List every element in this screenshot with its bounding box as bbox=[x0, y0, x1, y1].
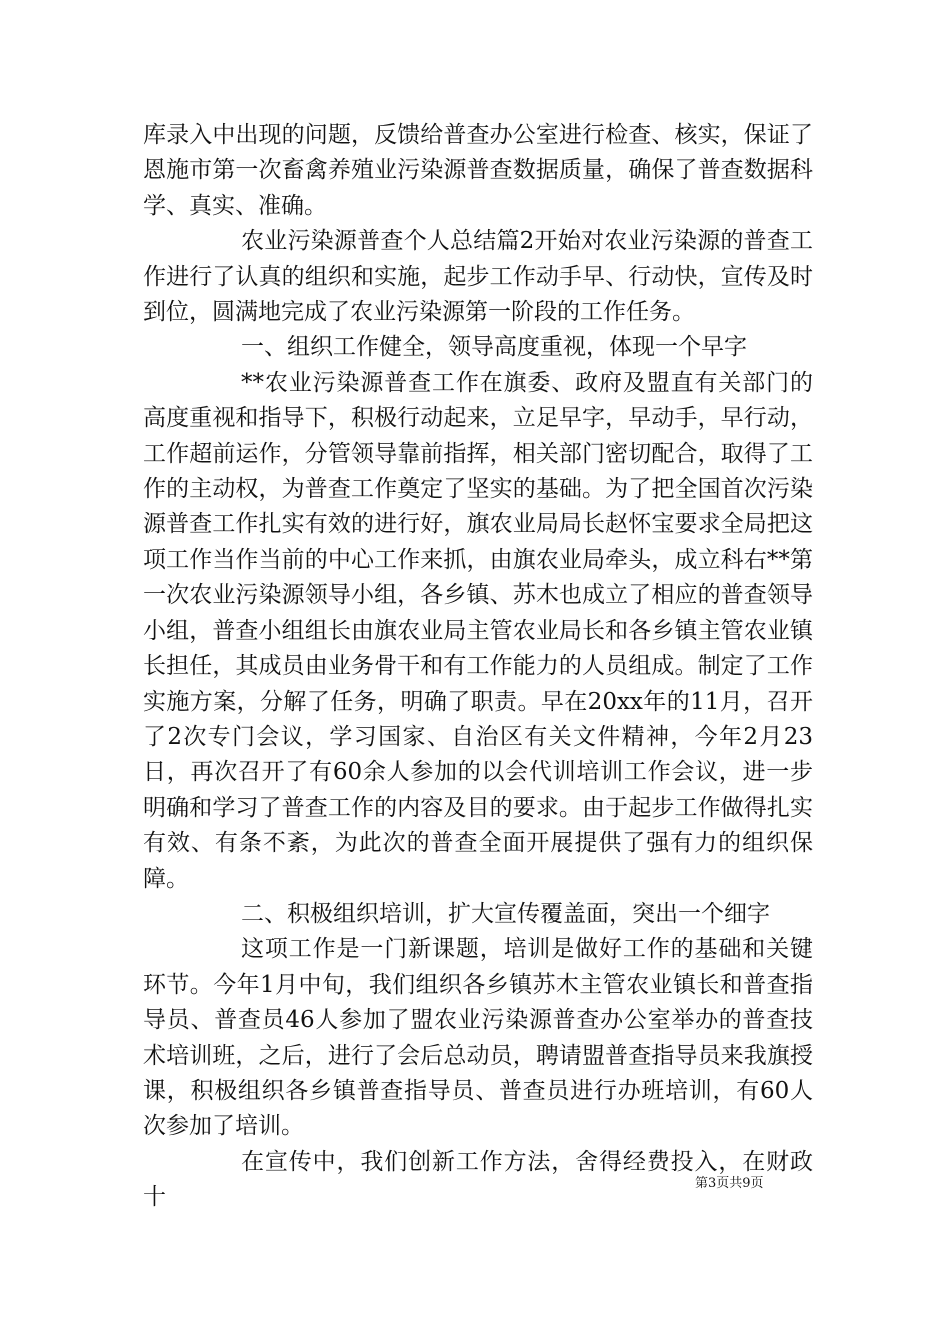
page-number: 第3页共9页 bbox=[695, 1176, 764, 1191]
section-heading-1: 一、组织工作健全，领导高度重视，体现一个早字 bbox=[241, 334, 747, 361]
paragraph-section-2: 这项工作是一门新课题，培训是做好工作的基础和关键环节。今年1月中旬，我们组织各乡镇苏木主管农业镇长和普查指导员、普查员46人参加了盟农业污染源普查办公室举办的普查技术培训班，之后，进行了会后总动员，聘请盟普查指导员来我旗授课，积极组织各乡镇普查指导员、普查员进行办班培训，有60人次参加了培训。 bbox=[143, 936, 813, 1140]
section-heading-2: 二、积极组织培训，扩大宣传覆盖面，突出一个细字 bbox=[241, 900, 770, 927]
document-body bbox=[143, 118, 813, 1216]
paragraph-intro: 农业污染源普查个人总结篇2开始对农业污染源的普查工作进行了认真的组织和实施，起步工作动手早、行动快，宣传及时到位，圆满地完成了农业污染源第一阶段的工作任务。 bbox=[143, 228, 813, 326]
paragraph-continuation: 库录入中出现的问题，反馈给普查办公室进行检查、核实，保证了恩施市第一次畜禽养殖业污染源普查数据质量，确保了普查数据科学、真实、准确。 bbox=[143, 122, 813, 219]
paragraph-section-1: **农业污染源普查工作在旗委、政府及盟直有关部门的高度重视和指导下，积极行动起来，立足早字，早动手，早行动，工作超前运作，分管领导靠前指挥，相关部门密切配合，取得了工作的主动权，为普查工作奠定了坚实的基础。为了把全国首次污染源普查工作扎实有效的进行好，旗农业局局长赵怀宝要求全局把这项工作当作当前的中心工作来抓，由旗农业局牵头，成立科右**第一次农业污染源领导小组，各乡镇、苏木也成立了相应的普查领导小组，普查小组组长由旗农业局主管农业局长和各乡镇主管农业镇长担任，其成员由业务骨干和有工作能力的人员组成。制定了工作实施方案，分解了任务，明确了职责。早在20xx年的11月，召开了2次专门会议，学习国家、自治区有关文件精神，今年2月23日，再次召开了有60余人参加的以会代训培训工作会议，进一步明确和学习了普查工作的内容及目的要求。由于起步工作做得扎实有效、有条不紊，为此次的普查全面开展提供了强有力的组织保障。 bbox=[143, 369, 813, 892]
paragraph-publicity: 在宣传中，我们创新工作方法，舍得经费投入，在财政十 bbox=[143, 1148, 813, 1211]
